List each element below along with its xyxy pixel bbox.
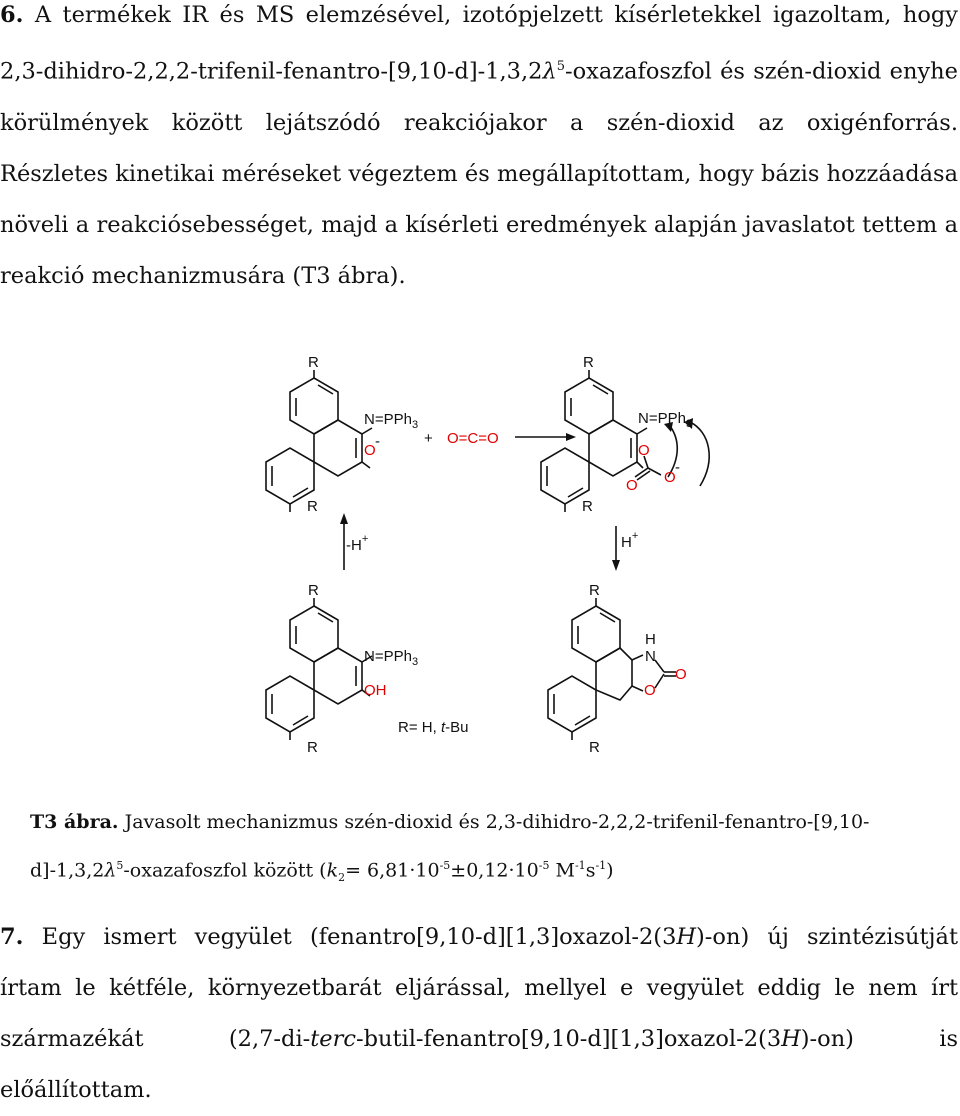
substituent-r: R <box>589 739 600 756</box>
paragraph-text: A termékek IR és MS elemzésével, izotópjelzett kísérletekkel igazoltam, hogy 2,3-dihidro-2,2,2-trifenil-fenantro-[9,10-d]-1,3,2 <box>0 2 958 85</box>
italic-terc: terc <box>310 1026 356 1052</box>
substituent-r: R <box>307 739 318 756</box>
deprotonation-label: -H+ <box>346 533 369 554</box>
exponent: -5 <box>439 859 451 872</box>
italic-h: H <box>781 1026 801 1052</box>
paragraph-text: -oxazafoszfol és szén-dioxid enyhe körülmények között lejátszódó reakciójakor a szén-dioxid az oxigénforrás. Részletes kinetikai méréseket végeztem és megállapítottam, hogy bázis hozzáadása növeli a reakciósebességet, majd a kísérleti eredmények alapján javaslatot tettem a reakció mechanizmusára (T3 ábra). <box>0 58 958 289</box>
paragraph-text: )-on) új szintézisútját írtam le kétféle, környezetbarát eljárással, mellyel e vegyület eddig le nem írt származékát (2,7-di- <box>0 924 958 1052</box>
caption-text: = 6,81·10 <box>345 859 440 882</box>
reactant-phenanthrene <box>266 370 372 512</box>
iminophosphorane-label: N=PPh$_3$ <box>638 410 693 430</box>
lambda-symbol: λ <box>542 58 557 85</box>
substituent-r: R <box>583 354 594 371</box>
exponent: -5 <box>538 859 550 872</box>
paragraph-number: 7. <box>0 924 24 950</box>
paragraph-6 <box>0 0 958 302</box>
paragraph-text: -butil-fenantro[9,10-d][1,3]oxazol-2(3 <box>355 1026 782 1052</box>
caption-dot: . <box>111 811 119 833</box>
paragraph-7 <box>0 912 958 1116</box>
paragraph-text: Egy ismert vegyület (fenantro[9,10-d][1,3]oxazol-2(3 <box>23 924 677 950</box>
lambda-symbol: λ <box>104 859 117 882</box>
caption-text: M <box>549 859 575 882</box>
paragraph-number: 6. <box>0 2 24 28</box>
figure-caption <box>30 800 958 900</box>
oxygen-label: O <box>638 442 650 459</box>
subscript: 2 <box>338 871 346 885</box>
exponent: -1 <box>595 859 607 872</box>
iminophosphorane-label: N=PPh$_3$ <box>364 411 419 431</box>
negative-charge: - <box>675 459 680 476</box>
carbonyl-oxygen-label: O <box>675 666 687 683</box>
protonation-arrow <box>612 526 620 571</box>
substituent-legend: R= H, t-Bu <box>398 719 469 736</box>
carbon-dioxide-label: O=C=O <box>447 430 499 447</box>
rate-constant-symbol: k <box>326 859 339 882</box>
negative-charge: - <box>375 433 380 450</box>
iminophosphorane-label: N=PPh$_3$ <box>364 648 419 668</box>
substituent-r: R <box>308 582 319 599</box>
oxazolone-product <box>548 598 676 740</box>
hydroxy-product <box>266 598 372 740</box>
protonation-label: H+ <box>621 530 639 551</box>
oxygen-label: O <box>664 469 676 486</box>
caption-text: ±0,12·10 <box>450 859 539 882</box>
superscript: 5 <box>556 59 565 74</box>
substituent-r: R <box>308 354 319 371</box>
nitrogen-label: N <box>645 648 656 665</box>
oxygen-label: O <box>364 442 376 459</box>
substituent-r: R <box>582 498 593 515</box>
superscript: 5 <box>116 859 124 872</box>
caption-text: ) <box>606 859 614 882</box>
paragraph-text: )-on) is előállítottam. <box>0 1026 958 1103</box>
hydroxyl-label: OH <box>364 682 387 699</box>
reaction-scheme <box>0 340 960 780</box>
nh-hydrogen-label: H <box>645 631 656 648</box>
plus-sign: + <box>424 430 433 447</box>
caption-text: Javasolt mechanizmus szén-dioxid és 2,3-dihidro-2,2,2-trifenil-fenantro-[9,10-d]-1,3,2 <box>30 811 870 882</box>
ring-oxygen-label: O <box>644 682 656 699</box>
carbonyl-oxygen-label: O <box>626 477 638 494</box>
figure-label: T3 ábra <box>30 811 112 833</box>
caption-text: s <box>585 859 596 882</box>
substituent-r: R <box>589 582 600 599</box>
substituent-r: R <box>307 498 318 515</box>
exponent: -1 <box>574 859 586 872</box>
italic-h: H <box>676 924 697 950</box>
reaction-arrow-right <box>515 433 576 441</box>
caption-text: -oxazafoszfol között ( <box>123 859 327 882</box>
